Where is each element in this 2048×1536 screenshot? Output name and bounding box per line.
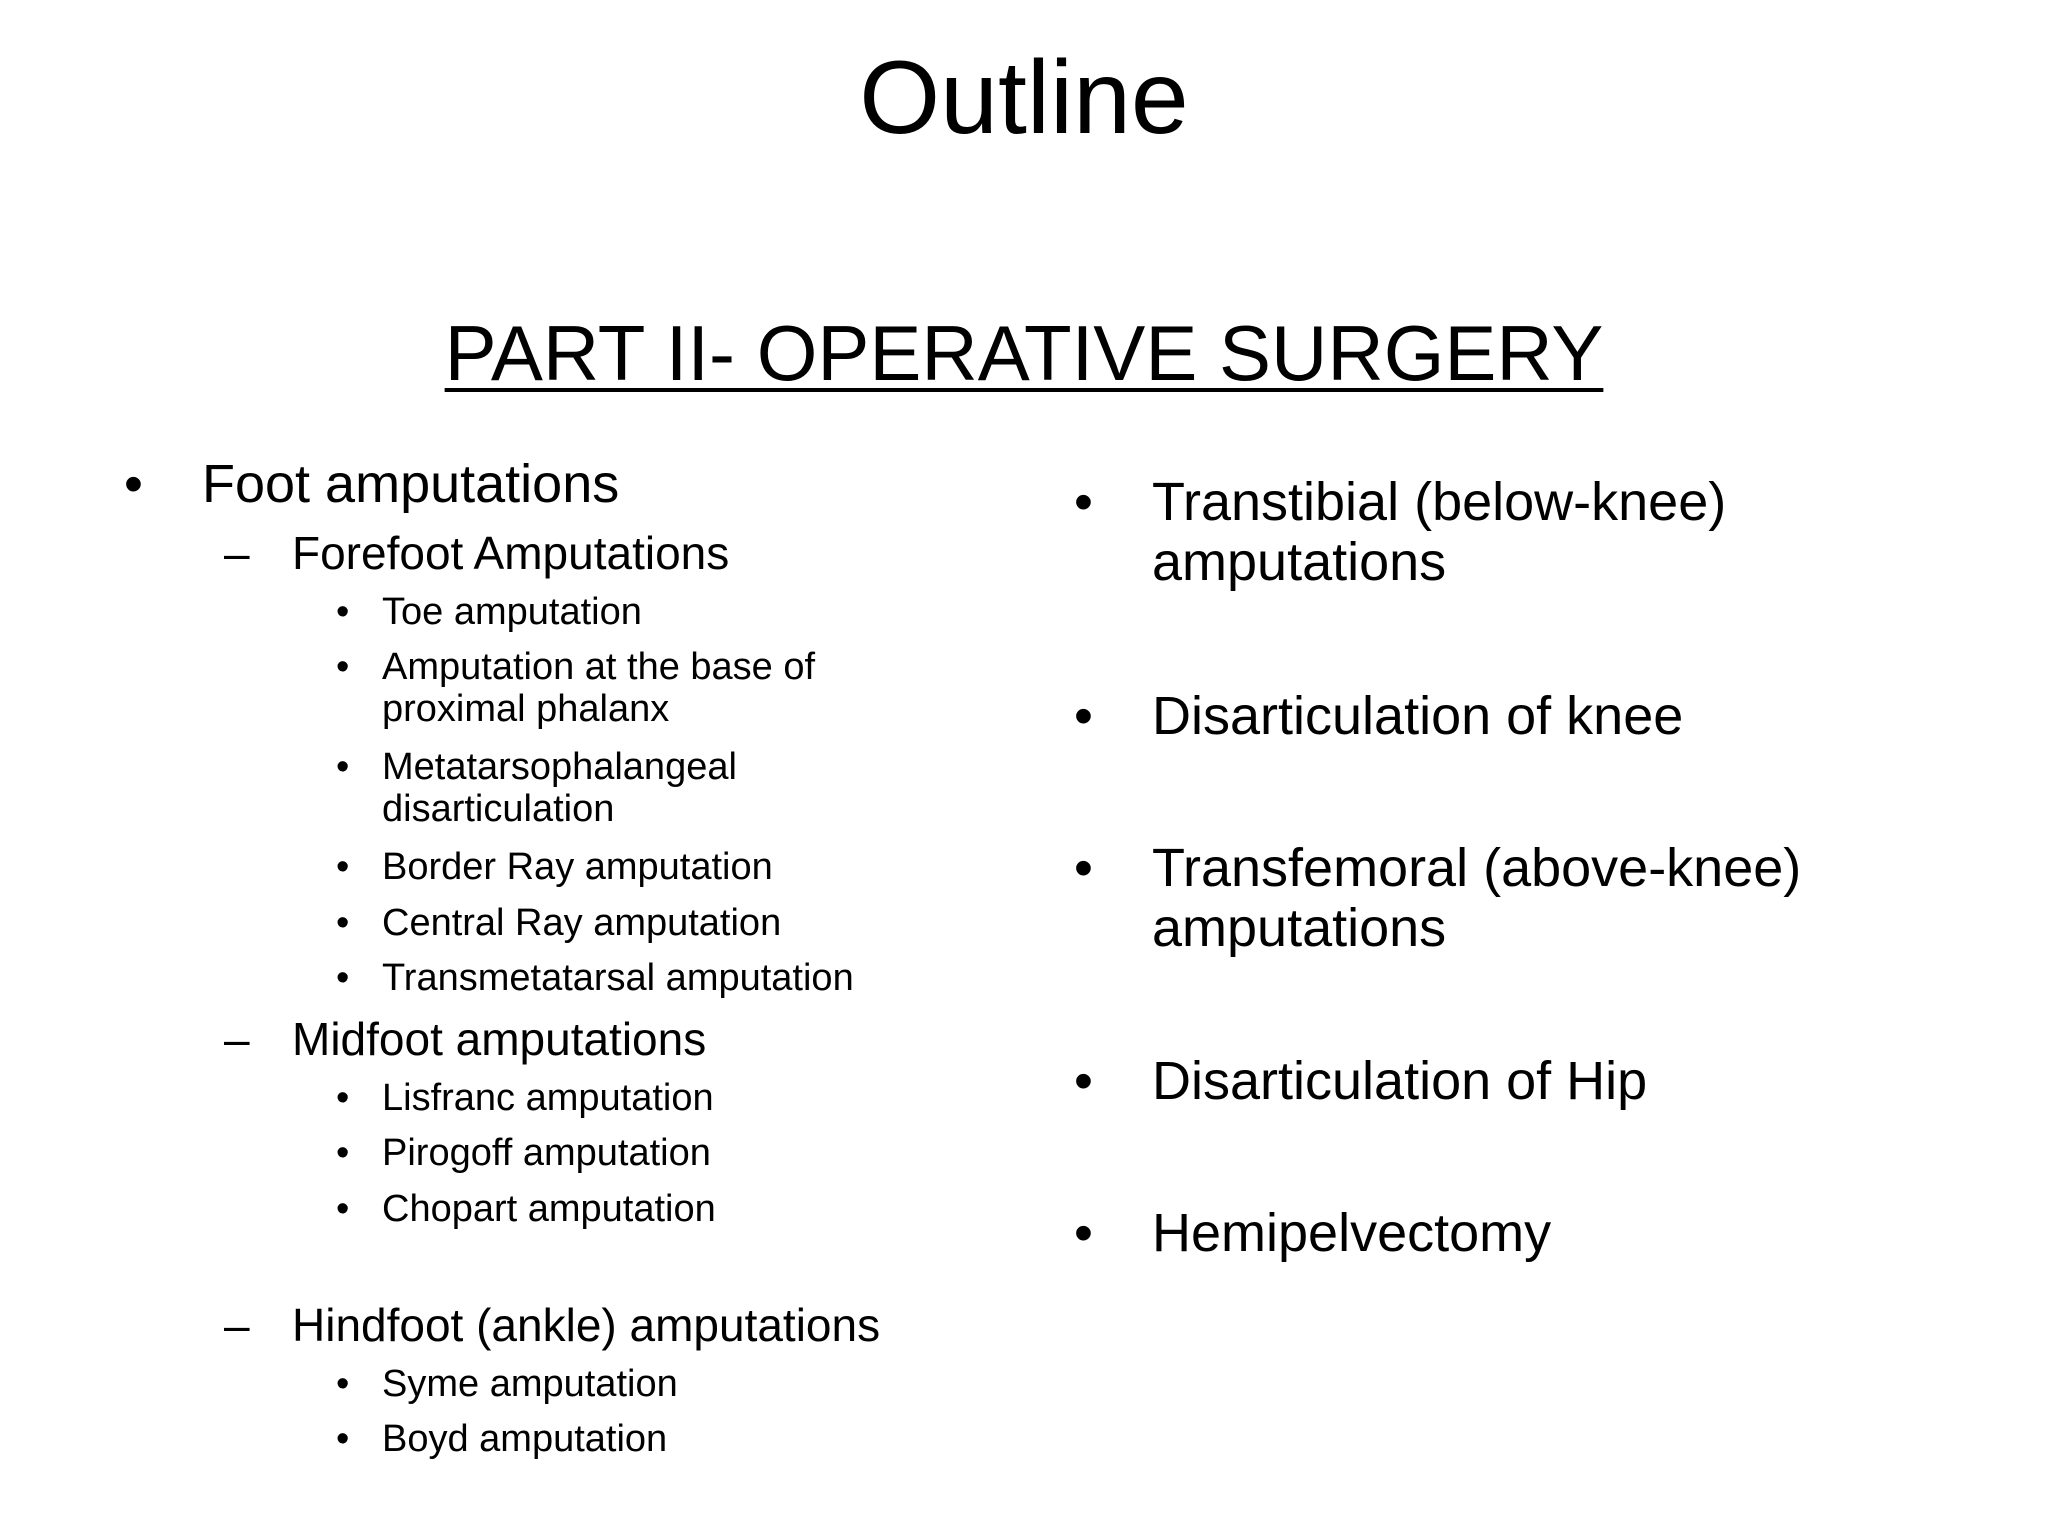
list-item-lisfranc bbox=[336, 1077, 714, 1119]
bullet-marker: • bbox=[1074, 1203, 1093, 1263]
list-item-label: Foot amputations bbox=[202, 454, 620, 514]
list-item-label: Disarticulation of knee bbox=[1152, 686, 1684, 746]
list-item-central-ray bbox=[336, 902, 782, 944]
bullet-marker: • bbox=[336, 1132, 350, 1174]
bullet-marker: • bbox=[336, 1188, 350, 1230]
list-item-transmetatarsal bbox=[336, 957, 854, 999]
dash-marker: – bbox=[224, 527, 250, 579]
bullet-marker: • bbox=[336, 902, 350, 944]
list-item-disarticulation-knee bbox=[1074, 686, 1684, 746]
list-item-label: Metatarsophalangeal bbox=[382, 746, 737, 788]
list-item-transtibial bbox=[1074, 472, 1727, 532]
list-item-label: Pirogoff amputation bbox=[382, 1132, 711, 1174]
bullet-marker: • bbox=[336, 746, 350, 788]
slide-subtitle bbox=[0, 308, 2048, 398]
bullet-marker: • bbox=[1074, 472, 1093, 532]
list-item-label: Border Ray amputation bbox=[382, 846, 773, 888]
list-item-base-proximal-phalanx bbox=[336, 646, 816, 688]
list-item-label: amputations bbox=[1152, 898, 1447, 958]
list-item-label: Chopart amputation bbox=[382, 1188, 716, 1230]
list-item-label: Lisfranc amputation bbox=[382, 1077, 714, 1119]
list-item-label: Transmetatarsal amputation bbox=[382, 957, 854, 999]
list-item-metatarsophalangeal bbox=[336, 746, 737, 788]
bullet-marker: • bbox=[336, 646, 350, 688]
list-item-pirogoff bbox=[336, 1132, 711, 1174]
list-item-label: disarticulation bbox=[382, 788, 615, 830]
list-item-label: Amputation at the base of bbox=[382, 646, 816, 688]
list-item-label: Transtibial (below-knee) bbox=[1152, 472, 1727, 532]
bullet-marker: • bbox=[1074, 1051, 1093, 1111]
list-item-label: Boyd amputation bbox=[382, 1418, 668, 1460]
slide-title: Outline bbox=[859, 40, 1189, 156]
bullet-marker: • bbox=[336, 1418, 350, 1460]
list-item-label: amputations bbox=[1152, 532, 1447, 592]
list-item-syme bbox=[336, 1363, 678, 1405]
list-item-midfoot bbox=[224, 1012, 707, 1066]
dash-marker: – bbox=[224, 1013, 250, 1065]
list-item-transfemoral bbox=[1074, 838, 1802, 898]
list-item-toe bbox=[336, 591, 642, 633]
list-item-label: Transfemoral (above-knee) bbox=[1152, 838, 1802, 898]
list-item-continuation bbox=[382, 788, 614, 830]
bullet-marker: • bbox=[336, 846, 350, 888]
list-item-boyd bbox=[336, 1418, 668, 1460]
list-item-border-ray bbox=[336, 846, 773, 888]
list-item-label: Disarticulation of Hip bbox=[1152, 1051, 1648, 1111]
list-item-continuation bbox=[1152, 898, 1446, 958]
bullet-marker: • bbox=[1074, 838, 1093, 898]
subtitle-text: PART II- OPERATIVE SURGERY bbox=[444, 309, 1604, 397]
list-item-forefoot bbox=[224, 526, 730, 580]
list-item-label: Syme amputation bbox=[382, 1363, 678, 1405]
list-item-label: Toe amputation bbox=[382, 591, 642, 633]
list-item-disarticulation-hip bbox=[1074, 1051, 1648, 1111]
list-item-label: Hemipelvectomy bbox=[1152, 1203, 1552, 1263]
bullet-marker: • bbox=[336, 591, 350, 633]
bullet-marker: • bbox=[336, 1363, 350, 1405]
list-item-label: Forefoot Amputations bbox=[292, 527, 730, 579]
list-item-continuation bbox=[382, 688, 669, 730]
list-item-hindfoot bbox=[224, 1298, 881, 1352]
list-item-label: Hindfoot (ankle) amputations bbox=[292, 1299, 881, 1351]
list-item-label: Central Ray amputation bbox=[382, 902, 782, 944]
bullet-marker: • bbox=[124, 454, 143, 514]
list-item-chopart bbox=[336, 1188, 716, 1230]
list-item-foot-amputations bbox=[124, 454, 620, 514]
bullet-marker: • bbox=[1074, 686, 1093, 746]
list-item-label: Midfoot amputations bbox=[292, 1013, 707, 1065]
list-item-label: proximal phalanx bbox=[382, 688, 670, 730]
list-item-hemipelvectomy bbox=[1074, 1203, 1552, 1263]
list-item-continuation bbox=[1152, 532, 1446, 592]
bullet-marker: • bbox=[336, 957, 350, 999]
dash-marker: – bbox=[224, 1299, 250, 1351]
bullet-marker: • bbox=[336, 1077, 350, 1119]
